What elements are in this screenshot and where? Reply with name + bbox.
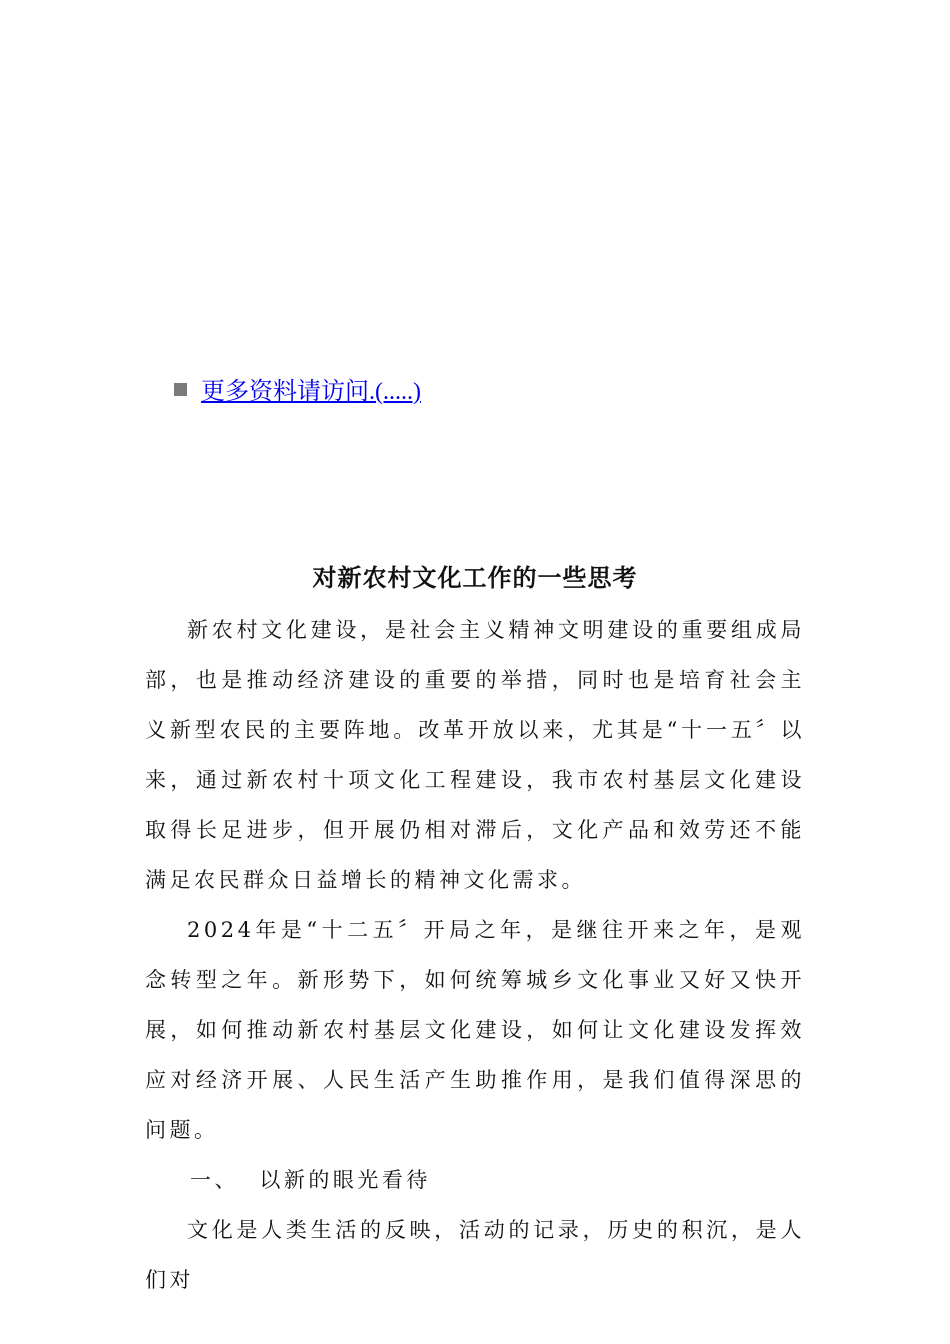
paragraph-2: 2024年是“十二五〞开局之年，是继往开来之年，是观念转型之年。新形势下，如何统筹城乡文化事业又好又快开展，如何推动新农村基层文化建设，如何让文化建设发挥效应对经济开展、人民生活产生助推作用，是我们值得深思的问题。 <box>145 918 805 1142</box>
more-resources-link[interactable]: 更多资料请访问.(.....) <box>201 378 421 405</box>
section-heading: 一、 以新的眼光看待 <box>190 1168 431 1192</box>
more-resources-line <box>174 372 421 404</box>
paragraph-1: 新农村文化建设，是社会主义精神文明建设的重要组成局部，也是推动经济建设的重要的举措，同时也是培育社会主义新型农民的主要阵地。改革开放以来，尤其是“十一五〞以来，通过新农村十项文化工程建设，我市农村基层文化建设取得长足进步，但开展仍相对滞后，文化产品和效劳还不能满足农民群众日益增长的精神文化需求。 <box>145 618 805 892</box>
document-body <box>145 605 805 1305</box>
document-title: 对新农村文化工作的一些思考 <box>312 563 638 592</box>
paragraph-3: 文化是人类生活的反映，活动的记录，历史的积沉，是人们对 <box>145 1218 805 1292</box>
square-bullet-icon <box>174 383 187 396</box>
